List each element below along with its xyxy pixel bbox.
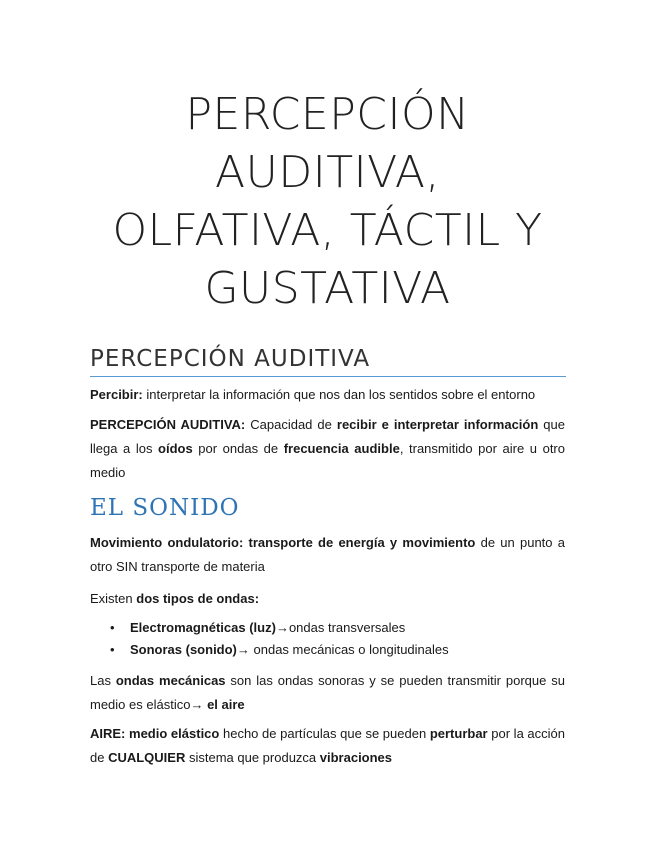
bullet-list bbox=[110, 617, 565, 661]
arrow-icon: → bbox=[275, 620, 289, 635]
bold-text: perturbar bbox=[429, 726, 488, 741]
bold-text: AIRE: medio elástico bbox=[90, 726, 220, 741]
bullet-icon: • bbox=[110, 642, 115, 657]
text: Las bbox=[90, 673, 116, 688]
text: interpretar la información que nos dan los sentidos sobre el entorno bbox=[142, 387, 536, 402]
bold-text: dos tipos de ondas: bbox=[136, 591, 260, 606]
bold-text: recibir e interpretar información bbox=[336, 417, 539, 432]
bold-text: CUALQUIER bbox=[108, 750, 186, 765]
heading-percepcion-auditiva: PERCEPCIÓN AUDITIVA bbox=[90, 346, 566, 377]
text: sistema que produzca bbox=[185, 750, 320, 765]
bold-text: Sonoras (sonido) bbox=[130, 642, 237, 657]
bold-text: PERCEPCIÓN AUDITIVA: bbox=[90, 417, 246, 432]
list-item bbox=[110, 639, 565, 661]
arrow-icon: → bbox=[236, 642, 250, 657]
text: Existen bbox=[90, 591, 137, 606]
text: son las ondas sonoras y se pueden transmitir porque su medio es elástico bbox=[90, 673, 565, 712]
title-line: GUSTATIVA bbox=[204, 263, 451, 314]
bold-text: Electromagnéticas (luz) bbox=[130, 620, 276, 635]
paragraph-definicion bbox=[90, 413, 565, 485]
paragraph-percibir bbox=[90, 383, 565, 407]
text: hecho de partículas que se pueden bbox=[219, 726, 430, 741]
text: , transmitido por aire u otro medio bbox=[90, 441, 565, 480]
list-item bbox=[110, 617, 565, 639]
text: que llega a los bbox=[90, 417, 565, 456]
bold-text: vibraciones bbox=[319, 750, 393, 765]
paragraph-ondas-mecanicas bbox=[90, 669, 565, 717]
text: por ondas de bbox=[192, 441, 284, 456]
bold-text: ondas mecánicas bbox=[115, 673, 226, 688]
title-line: OLFATIVA, TÁCTIL Y bbox=[112, 205, 543, 256]
paragraph-tipos bbox=[90, 587, 565, 611]
text: ondas transversales bbox=[288, 620, 406, 635]
title-line: AUDITIVA, bbox=[215, 147, 440, 198]
heading-el-sonido: EL SONIDO bbox=[90, 495, 240, 521]
bold-text: oídos bbox=[158, 441, 193, 456]
text: de un punto a otro SIN transporte de materia bbox=[90, 535, 565, 574]
text: Capacidad de bbox=[245, 417, 337, 432]
document-title bbox=[60, 86, 595, 318]
bold-text: Percibir: bbox=[90, 387, 143, 402]
bold-text: frecuencia audible bbox=[283, 441, 400, 456]
bold-text: el aire bbox=[207, 697, 245, 712]
paragraph-aire bbox=[90, 722, 565, 770]
arrow-icon: → bbox=[190, 697, 204, 712]
bullet-icon: • bbox=[110, 620, 115, 635]
text: por la acción de bbox=[90, 726, 566, 765]
title-line: PERCEPCIÓN bbox=[185, 89, 470, 140]
text: ondas mecánicas o longitudinales bbox=[249, 642, 449, 657]
bold-text: Movimiento ondulatorio: transporte de energía y movimiento bbox=[90, 535, 476, 550]
paragraph-movimiento bbox=[90, 531, 565, 579]
